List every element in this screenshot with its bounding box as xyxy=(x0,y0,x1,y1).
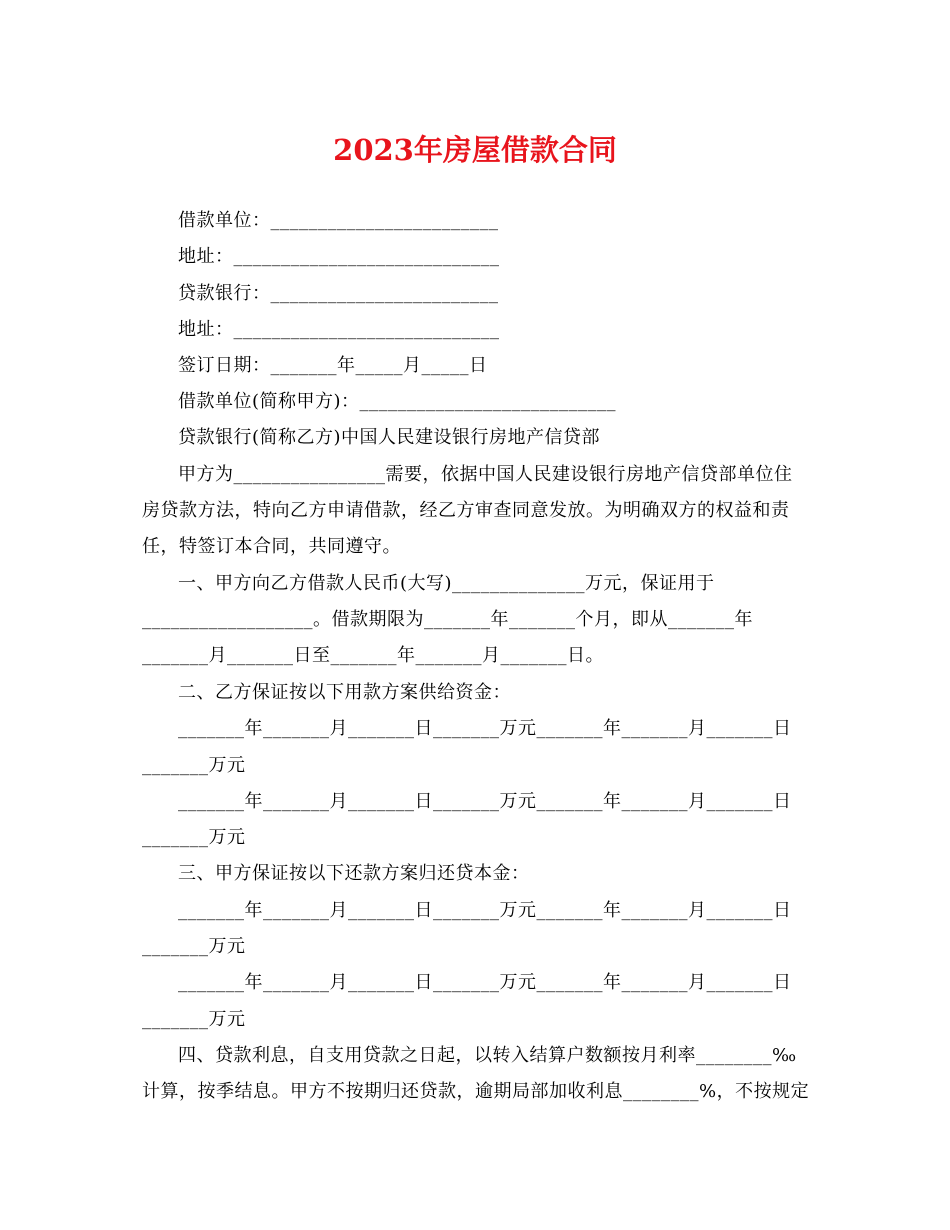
repayment-schedule-row: _______年_______月_______日_______万元_______年_______月_______日 xyxy=(178,900,792,921)
document-title: 2023年房屋借款合同 xyxy=(333,133,617,167)
repayment-schedule-row: _______年_______月_______日_______万元_______年_______月_______日 xyxy=(178,972,792,993)
funding-schedule-row: _______年_______月_______日_______万元_______年_______月_______日 xyxy=(178,791,792,812)
field-party-b: 贷款银行(简称乙方)中国人民建设银行房地产信贷部 xyxy=(178,427,601,448)
field-borrower: 借款单位：________________________ xyxy=(178,210,499,231)
funding-schedule-row: _______万元 xyxy=(142,755,246,776)
clause-4-line: 四、贷款利息，自支用贷款之日起，以转入结算户数额按月利率________‰ xyxy=(178,1045,797,1066)
paragraph-intro-line: 任，特签订本合同，共同遵守。 xyxy=(142,536,401,557)
paragraph-intro-line: 房贷款方法，特向乙方申请借款，经乙方审查同意发放。为明确双方的权益和责 xyxy=(142,500,790,521)
field-bank-address: 地址：____________________________ xyxy=(178,319,500,340)
clause-1-line: __________________。借款期限为_______年_______个月，即从_______年 xyxy=(142,609,753,630)
field-borrower-address: 地址：____________________________ xyxy=(178,246,500,267)
clause-2-heading: 二、乙方保证按以下用款方案供给资金： xyxy=(178,682,511,703)
clause-1-line: 一、甲方向乙方借款人民币(大写)______________万元，保证用于 xyxy=(178,573,715,594)
clause-1-line: _______月_______日至_______年_______月_______日。 xyxy=(142,645,604,666)
repayment-schedule-row: _______万元 xyxy=(142,1009,246,1030)
clause-4-line: 计算，按季结息。甲方不按期归还贷款，逾期局部加收利息________%，不按规定 xyxy=(142,1081,810,1102)
field-sign-date: 签订日期：_______年_____月_____日 xyxy=(178,355,488,376)
funding-schedule-row: _______年_______月_______日_______万元_______年_______月_______日 xyxy=(178,718,792,739)
clause-3-heading: 三、甲方保证按以下还款方案归还贷本金： xyxy=(178,863,530,884)
field-lender-bank: 贷款银行：________________________ xyxy=(178,283,499,304)
paragraph-intro-line: 甲方为________________需要，依据中国人民建设银行房地产信贷部单位住 xyxy=(178,464,793,485)
repayment-schedule-row: _______万元 xyxy=(142,936,246,957)
field-party-a: 借款单位(简称甲方)：___________________________ xyxy=(178,391,617,412)
funding-schedule-row: _______万元 xyxy=(142,827,246,848)
